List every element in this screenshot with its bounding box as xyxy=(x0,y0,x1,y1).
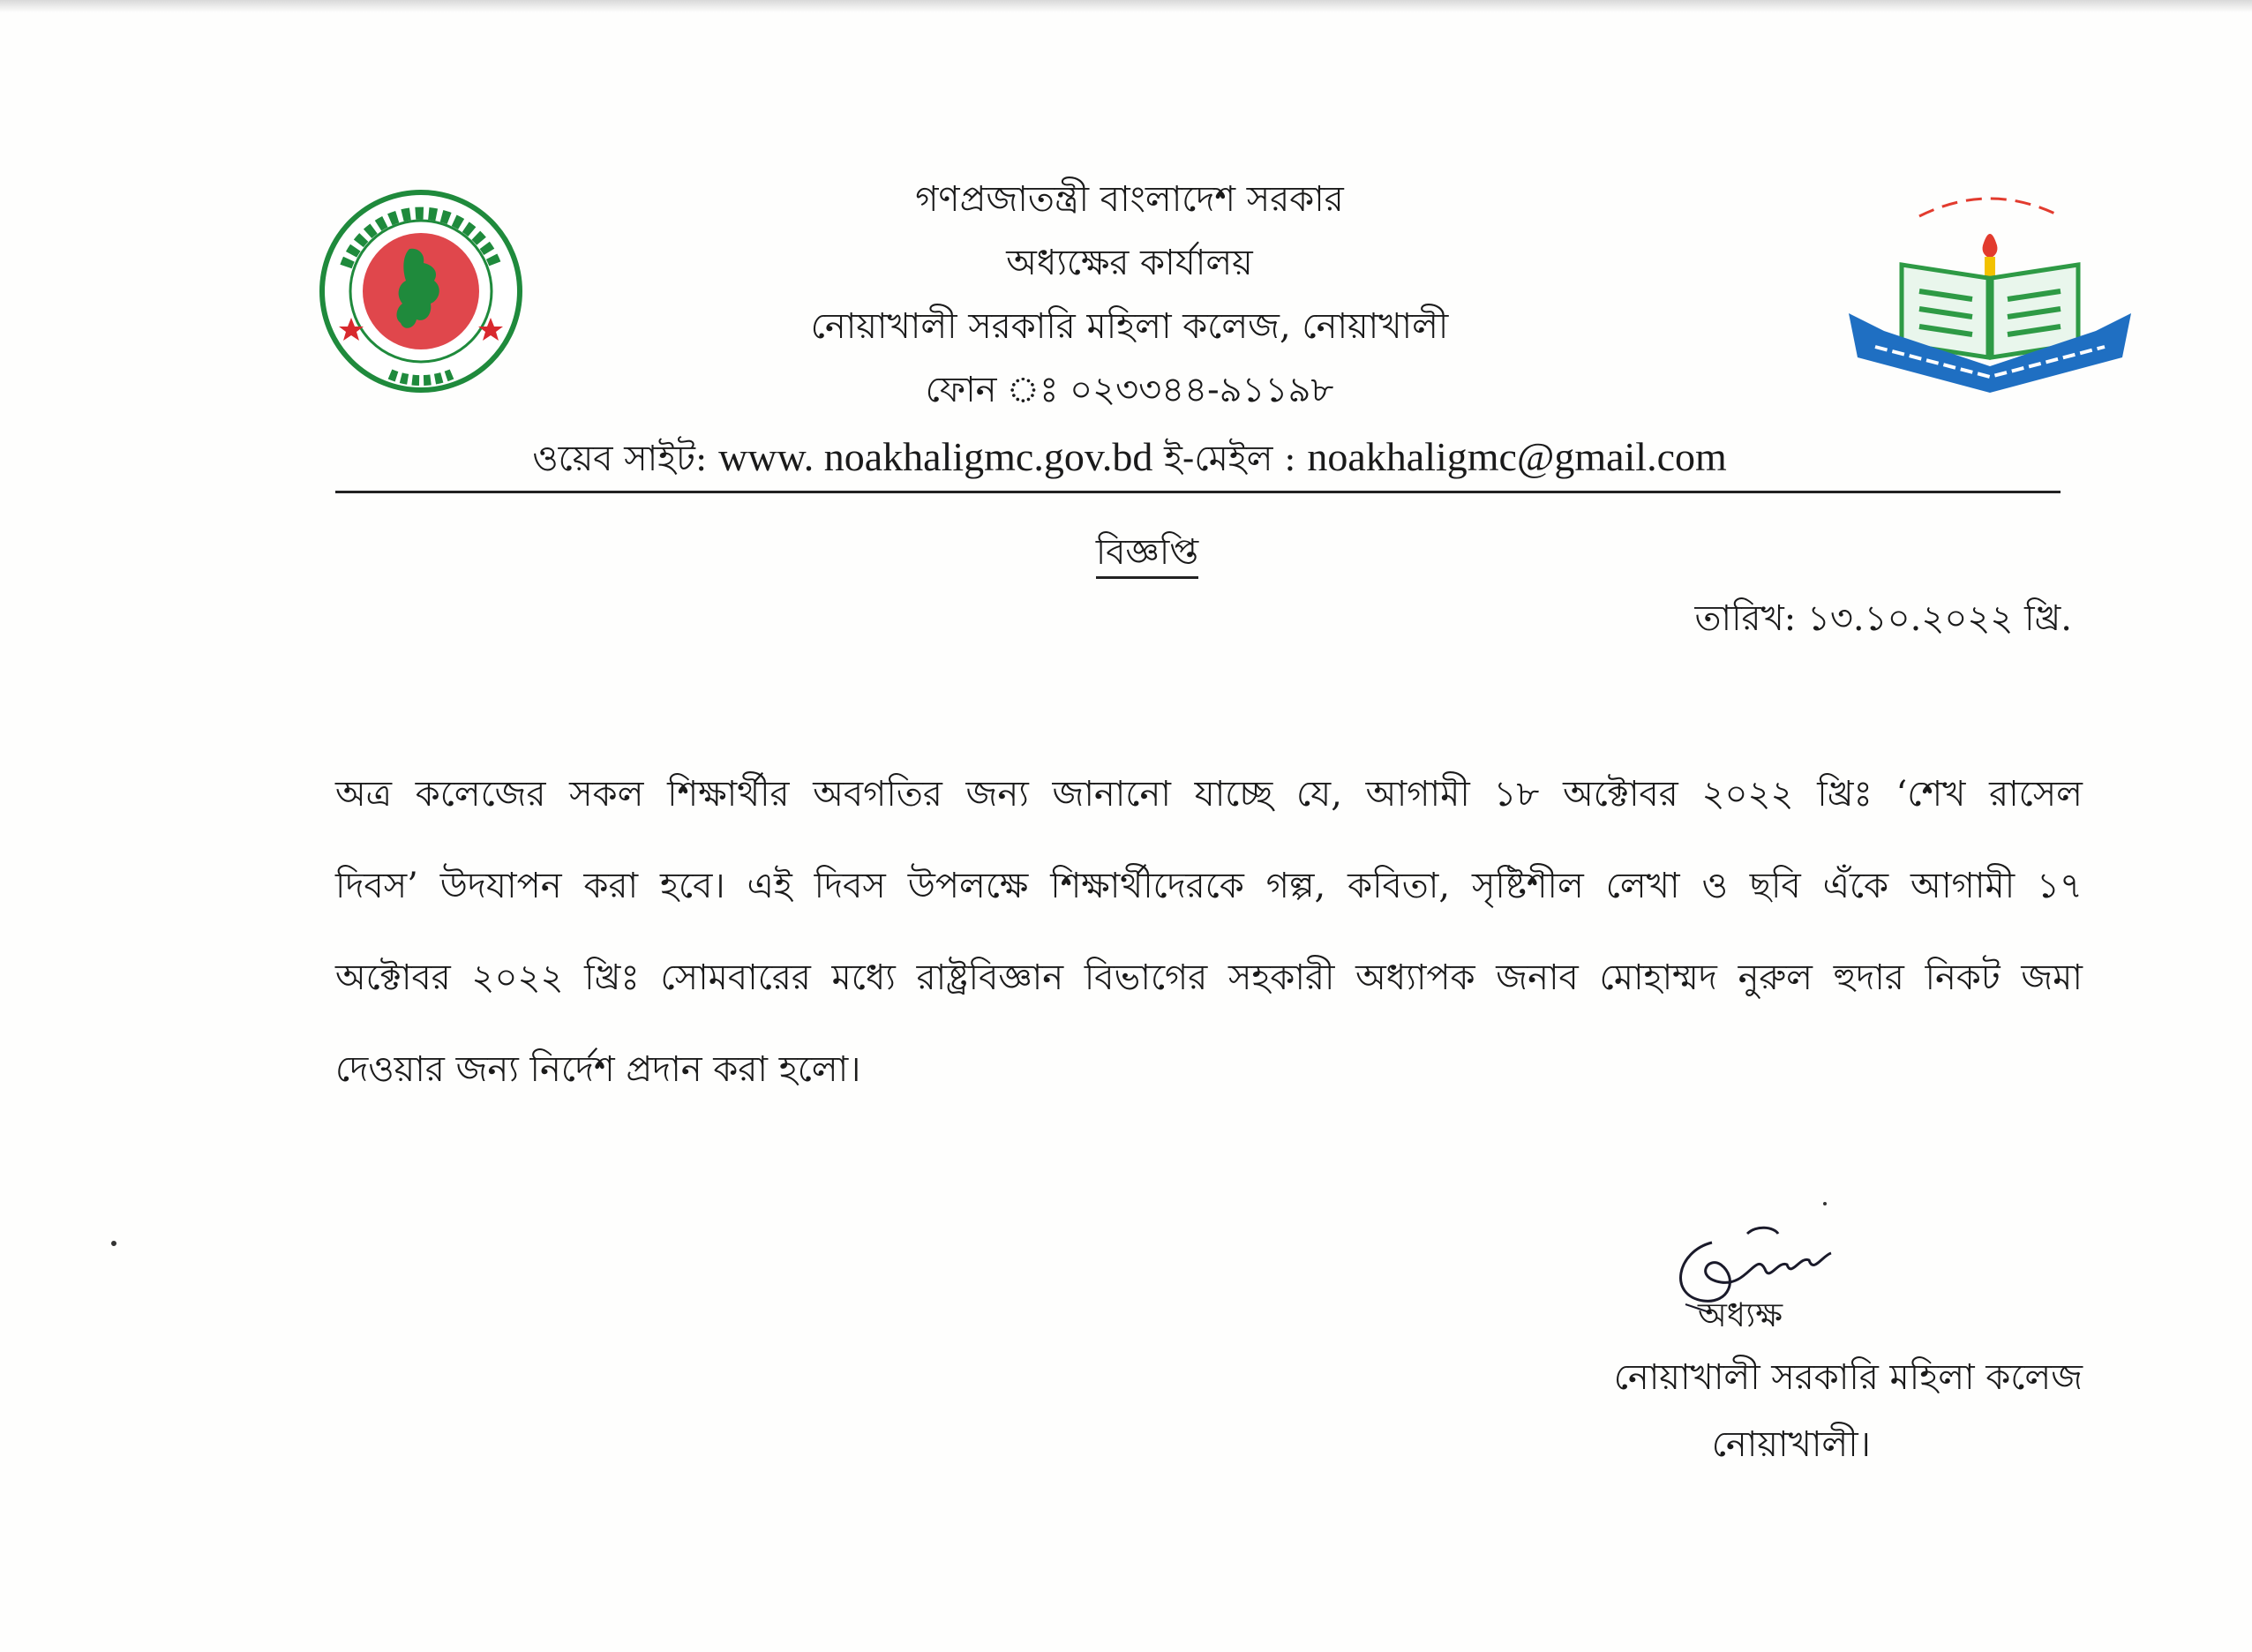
email-label: ই-মেইল : xyxy=(1164,439,1296,479)
notice-title-text: বিজ্ঞপ্তি xyxy=(1096,532,1198,579)
notice-body xyxy=(335,748,2083,1115)
body-line-1: অত্র কলেজের সকল শিক্ষার্থীর অবগতির জন্য জানানো যাচ্ছে যে, আগামী ১৮ অক্টোবর ২০২২ খ্রিঃ ‘শেখ রাসেল xyxy=(335,774,2083,815)
body-line-2: দিবস’ উদযাপন করা হবে। এই দিবস উপলক্ষে শিক্ষার্থীদেরকে গল্প, কবিতা, সৃষ্টিশীল লেখা ও ছবি এঁকে আগামী ১৭ xyxy=(335,866,2083,906)
signature-block xyxy=(1500,1288,2083,1476)
signatory-place: নোয়াখালী। xyxy=(1711,1424,1871,1465)
contact-line xyxy=(494,422,1765,494)
signatory-role: অধ্যক্ষ xyxy=(1697,1295,1783,1334)
website-label: ওয়েব সাইট: xyxy=(532,439,708,479)
body-line-3: অক্টোবর ২০২২ খ্রিঃ সোমবারের মধ্যে রাষ্ট্রবিজ্ঞান বিভাগের সহকারী অধ্যাপক জনাব মোহাম্মদ নুরুল হুদার নিকট জমা xyxy=(335,957,2083,998)
header-divider xyxy=(335,491,2061,493)
scan-speck xyxy=(1823,1202,1827,1205)
notice-date: তারিখ: ১৩.১০.২০২২ খ্রি. xyxy=(1694,598,2072,639)
website-url: www. noakhaligmc.gov.bd xyxy=(718,434,1153,479)
letterhead xyxy=(494,168,1765,494)
college-name: নোয়াখালী সরকারি মহিলা কলেজ, নোয়াখালী xyxy=(810,306,1449,347)
body-line-4: দেওয়ার জন্য নির্দেশ প্রদান করা হলো। xyxy=(335,1049,861,1090)
scan-speck xyxy=(111,1241,116,1246)
email-address: noakhaligmc@gmail.com xyxy=(1307,434,1727,479)
college-emblem-icon xyxy=(1840,181,2140,402)
government-name: গণপ্রজাতন্ত্রী বাংলাদেশ সরকার xyxy=(915,179,1344,220)
college-emblem-logo xyxy=(1840,181,2140,402)
scan-edge xyxy=(0,0,2252,12)
phone-number: ফোন ঃ ০২৩৩৪৪-৯১১৯৮ xyxy=(925,370,1334,410)
notice-title xyxy=(1041,526,1253,579)
signatory-institution: নোয়াখালী সরকারি মহিলা কলেজ xyxy=(1613,1357,2083,1398)
office-name: অধ্যক্ষের কার্যালয় xyxy=(1006,243,1253,283)
